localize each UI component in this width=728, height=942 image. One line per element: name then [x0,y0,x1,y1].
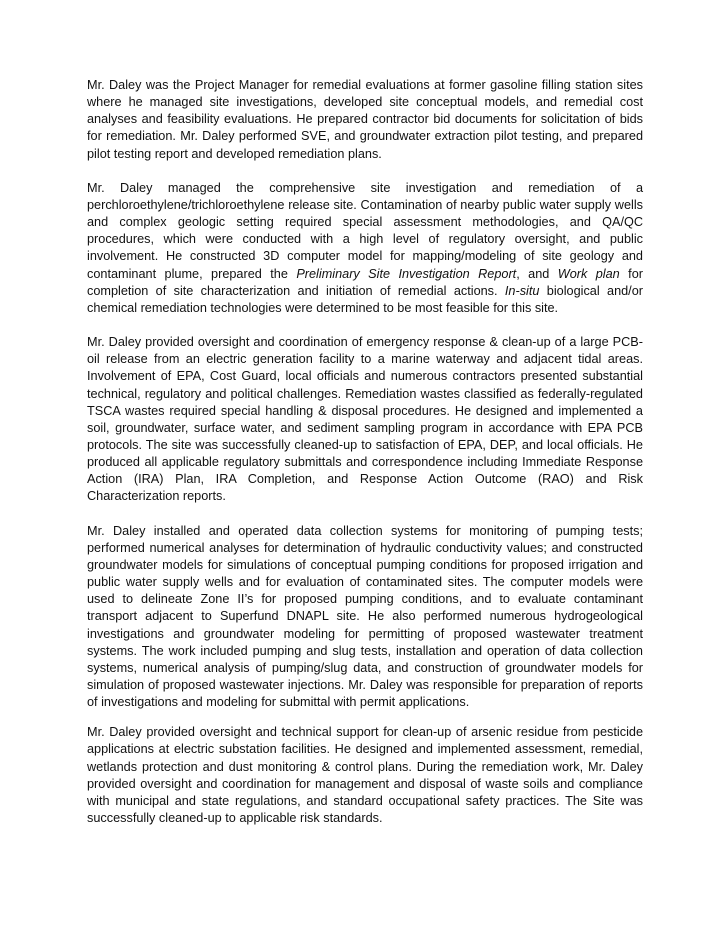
report-title-italic: Preliminary Site Investigation Report [296,266,517,281]
paragraph-text: Mr. Daley managed the comprehensive site investigation and remediation of a perchloroethylene/trichloroethylene release site. Contamination of nearby public water supply wells and complex geologic setting required special assessment methodologies, and QA/QC procedures, which were conducted with a high level of regulatory oversight, and public involvement. He constructed 3D computer model for mapping/modeling of site geology and contaminant plume, prepared the [87,180,643,281]
paragraph-pce-tce-site [87,180,643,317]
paragraph-text: , and [516,266,558,281]
paragraph-pumping-tests [87,523,643,712]
paragraph-text: Mr. Daley installed and operated data collection systems for monitoring of pumping tests; performed numerical analyses for determination of hydraulic conductivity values; and constructed groundwater models for simulations of conceptual pumping conditions for proposed irrigation and public water supply wells and for evaluation of contaminated sites. The computer models were used to delineate Zone II’s for proposed pumping conditions, and to evaluate contaminant transport adjacent to Superfund DNAPL site. He also performed numerous hydrogeological investigations and groundwater modeling for permitting of proposed wastewater treatment systems. The work included pumping and slug tests, installation and operation of data collection systems, numerical analysis of pumping/slug data, and construction of groundwater models for simulation of proposed wastewater injections. Mr. Daley was responsible for preparation of reports of investigations and modeling for submittal with permit applications. [87,523,643,710]
paragraph-gasoline-sites [87,77,643,163]
paragraph-text: Mr. Daley provided oversight and technical support for clean-up of arsenic residue from pesticide applications at electric substation facilities. He designed and implemented assessment, remedial, wetlands protection and dust monitoring & control plans. During the remediation work, Mr. Daley provided oversight and coordination for management and disposal of waste soils and compliance with municipal and state regulations, and standard occupational safety practices. The Site was successfully cleaned-up to applicable risk standards. [87,725,643,826]
paragraph-text: for completion of site characterization and initiation of remedial actions. [87,266,643,298]
in-situ-italic: In-situ [504,283,540,298]
document-body [87,77,643,827]
paragraph-text: biological and/or chemical remediation technologies were determined to be most feasible for this site. [87,283,643,315]
work-plan-italic: Work plan [557,266,620,281]
paragraph-arsenic-cleanup [87,724,643,827]
paragraph-pcb-release [87,334,643,506]
paragraph-text: Mr. Daley was the Project Manager for remedial evaluations at former gasoline filling station sites where he managed site investigations, developed site conceptual models, and remedial cost analyses and feasibility evaluations. He prepared contractor bid documents for solicitation of bids for remediation. Mr. Daley performed SVE, and groundwater extraction pilot testing, and prepared pilot testing report and developed remediation plans. [87,78,643,161]
paragraph-text: Mr. Daley provided oversight and coordination of emergency response & clean-up of a large PCB-oil release from an electric generation facility to a marine waterway and adjacent tidal areas. Involvement of EPA, Cost Guard, local officials and numerous contractors presented substantial technical, regulatory and political challenges. Remediation wastes classified as federally-regulated TSCA wastes required special handling & disposal procedures. He designed and implemented a soil, groundwater, surface water, and sediment sampling program in accordance with EPA PCB protocols. The site was successfully cleaned-up to satisfaction of EPA, DEP, and local officials. He produced all applicable regulatory submittals and correspondence including Immediate Response Action (IRA) Plan, IRA Completion, and Response Action Outcome (RAO) and Risk Characterization reports. [87,335,643,504]
